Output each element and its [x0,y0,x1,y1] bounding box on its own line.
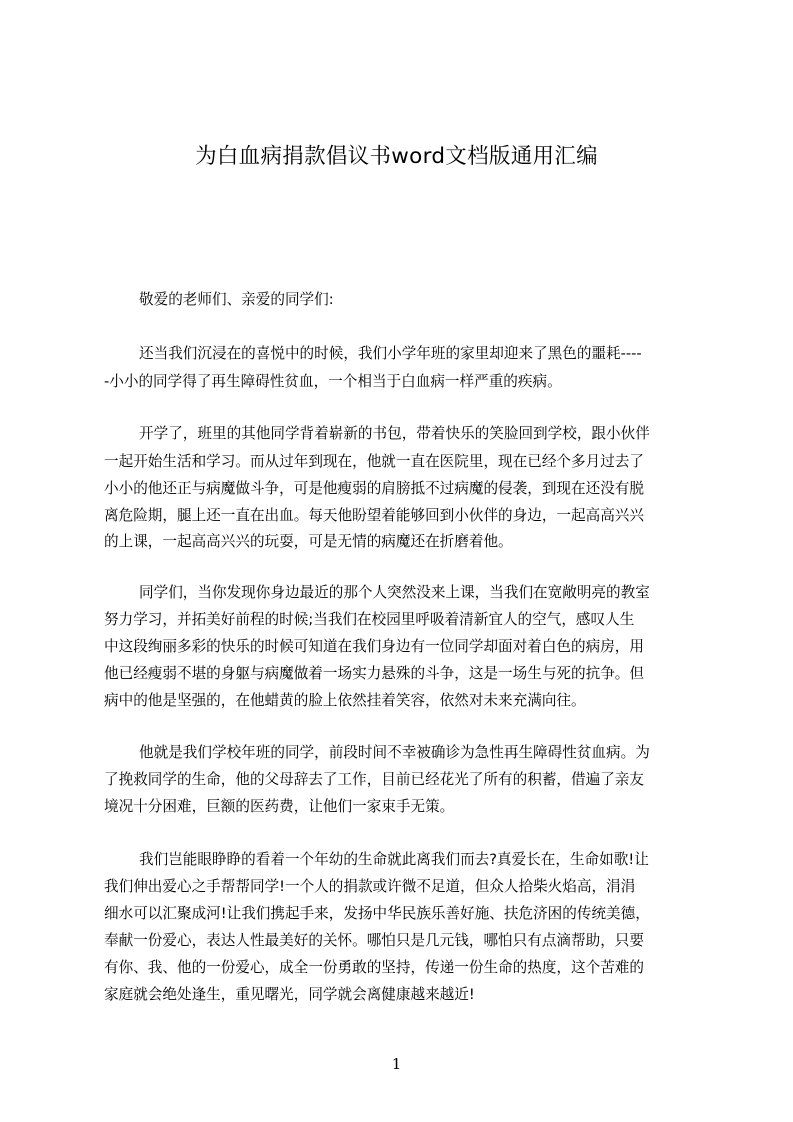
paragraph-line: 的上课，一起高高兴兴的玩耍，可是无情的病魔还在折磨着他。 [104,533,513,550]
paragraph-line: 还当我们沉浸在的喜悦中的时候，我们小学年班的家里却迎来了黑色的噩耗---- [139,345,642,362]
paragraph-line: 有你、我、他的一份爱心，成全一份勇敢的坚持，传递一份生命的热度，这个苦难的 [104,959,644,976]
paragraph-line: -小小的同学得了再生障碍性贫血，一个相当于白血病一样严重的疾病。 [104,373,562,390]
paragraph-line: 他已经瘦弱不堪的身躯与病魔做着一场实力悬殊的斗争，这是一场生与死的抗争。但 [104,665,644,682]
paragraph-line: 小小的他还正与病魔做斗争，可是他瘦弱的肩膀抵不过病魔的侵袭，到现在还没有脱 [104,480,644,497]
paragraph-line: 我们岂能眼睁睁的看着一个年幼的生命就此离我们而去?真爱长在，生命如歌!让 [139,851,649,868]
paragraph-line: 开学了，班里的其他同学背着崭新的书包，带着快乐的笑脸回到学校，跟小伙伴 [139,425,650,442]
paragraph-line: 细水可以汇聚成河!让我们携起手来，发扬中华民族乐善好施、扶危济困的传统美德， [104,905,650,922]
paragraph-line: 他就是我们学校年班的同学，前段时间不幸被确诊为急性再生障碍性贫血病。为 [139,744,650,761]
paragraph-line: 了挽救同学的生命，他的父母辞去了工作，目前已经花光了所有的积蓄，借遍了亲友 [104,771,644,788]
greeting: 敬爱的老师们、亲爱的同学们: [139,291,334,308]
paragraph-line: 我们伸出爱心之手帮帮同学!一个人的捐款或许微不足道，但众人拾柴火焰高，涓涓 [104,878,636,895]
page-number: 1 [391,1055,402,1073]
paragraph-line: 离危险期，腿上还一直在出血。每天他盼望着能够回到小伙伴的身边，一起高高兴兴 [104,507,644,524]
paragraph-line: 中这段绚丽多彩的快乐的时候可知道在我们身边有一位同学却面对着白色的病房，用 [104,638,644,655]
paragraph-line: 家庭就会绝处逢生，重见曙光，同学就会离健康越来越近! [104,986,475,1003]
document-title: 为白血病捐款倡议书word文档版通用汇编 [195,144,598,169]
paragraph-line: 同学们，当你发现你身边最近的那个人突然没来上课，当我们在宽敞明亮的教室 [139,584,650,601]
paragraph-line: 努力学习，并拓美好前程的时候;当我们在校园里呼吸着清新宜人的空气，感叹人生 [104,611,635,628]
paragraph-line: 境况十分困难，巨额的医药费，让他们一家束手无策。 [104,798,455,815]
paragraph-line: 一起开始生活和学习。而从过年到现在，他就一直在医院里，现在已经个多月过去了 [104,453,644,470]
paragraph-line: 奉献一份爱心，表达人性最美好的关怀。哪怕只是几元钱，哪怕只有点滴帮助，只要 [104,932,644,949]
paragraph-line: 病中的他是坚强的，在他蜡黄的脸上依然挂着笑容，依然对未来充满向往。 [104,692,586,709]
